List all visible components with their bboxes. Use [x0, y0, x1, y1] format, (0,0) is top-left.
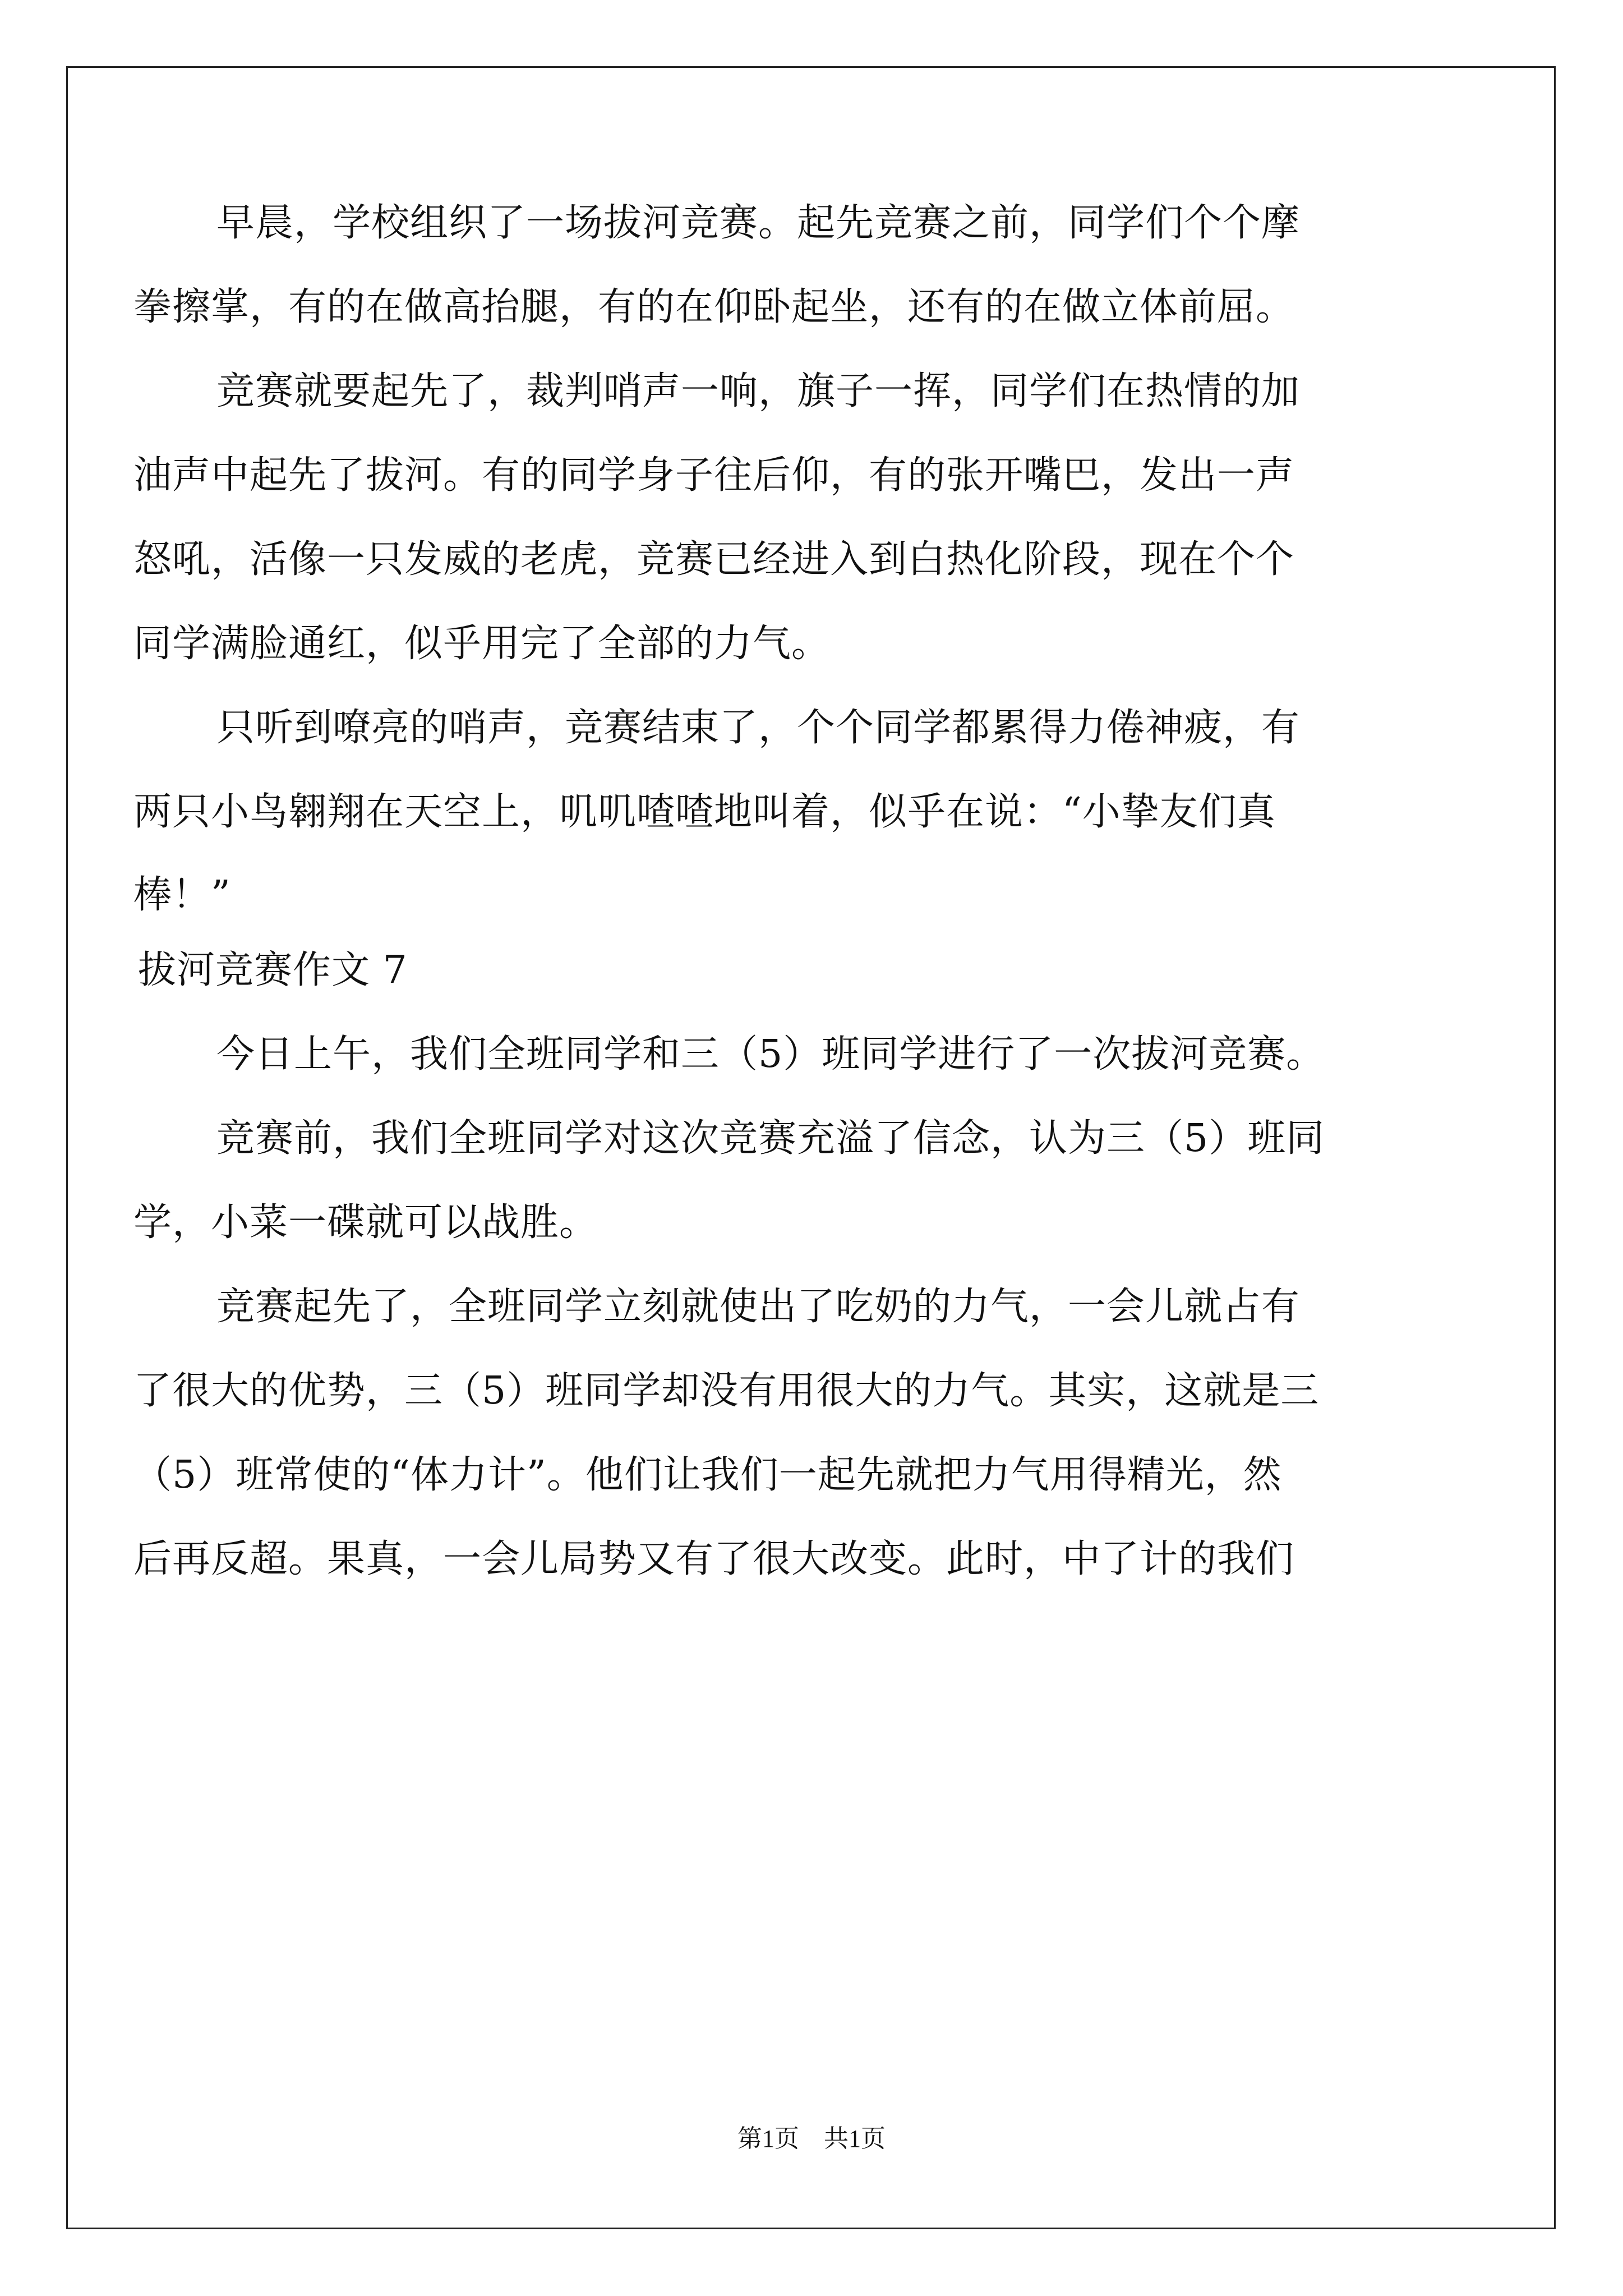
text-line: 只听到嘹亮的哨声，竞赛结束了，个个同学都累得力倦神疲，有: [216, 706, 1301, 750]
text-line: 了很大的优势，三（5）班同学却没有用很大的力气。其实，这就是三: [133, 1369, 1320, 1413]
text-line: 同学满脸通红，似乎用完了全部的力气。: [133, 622, 831, 666]
text-line: 今日上午，我们全班同学和三（5）班同学进行了一次拔河竞赛。: [216, 1032, 1325, 1076]
text-line: 怒吼，活像一只发威的老虎，竞赛已经进入到白热化阶段，现在个个: [133, 537, 1295, 582]
section-heading: 拔河竞赛作文 7: [138, 948, 408, 992]
text-line: 两只小鸟翱翔在天空上，叽叽喳喳地叫着，似乎在说：“小挚友们真: [133, 790, 1276, 834]
text-line: 学，小菜一碟就可以战胜。: [133, 1200, 598, 1245]
text-line: 早晨，学校组织了一场拔河竞赛。起先竞赛之前，同学们个个摩: [216, 201, 1301, 245]
text-line: 竞赛起先了，全班同学立刻就使出了吃奶的力气，一会儿就占有: [216, 1285, 1301, 1329]
text-line: （5）班常使的“体力计”。他们让我们一起先就把力气用得精光，然: [133, 1453, 1282, 1497]
text-line: 棒！”: [133, 873, 231, 917]
text-line: 拳擦掌，有的在做高抬腿，有的在仰卧起坐，还有的在做立体前屈。: [133, 285, 1295, 329]
text-line: 竞赛就要起先了，裁判哨声一响，旗子一挥，同学们在热情的加: [216, 369, 1301, 413]
text-line: 油声中起先了拔河。有的同学身子往后仰，有的张开嘴巴，发出一声: [133, 453, 1295, 498]
page-number: 第1页 共1页: [737, 2125, 886, 2152]
text-line: 竞赛前，我们全班同学对这次竞赛充溢了信念，认为三（5）班同: [216, 1116, 1325, 1161]
text-line: 后再反超。果真，一会儿局势又有了很大改变。此时，中了计的我们: [133, 1537, 1295, 1581]
